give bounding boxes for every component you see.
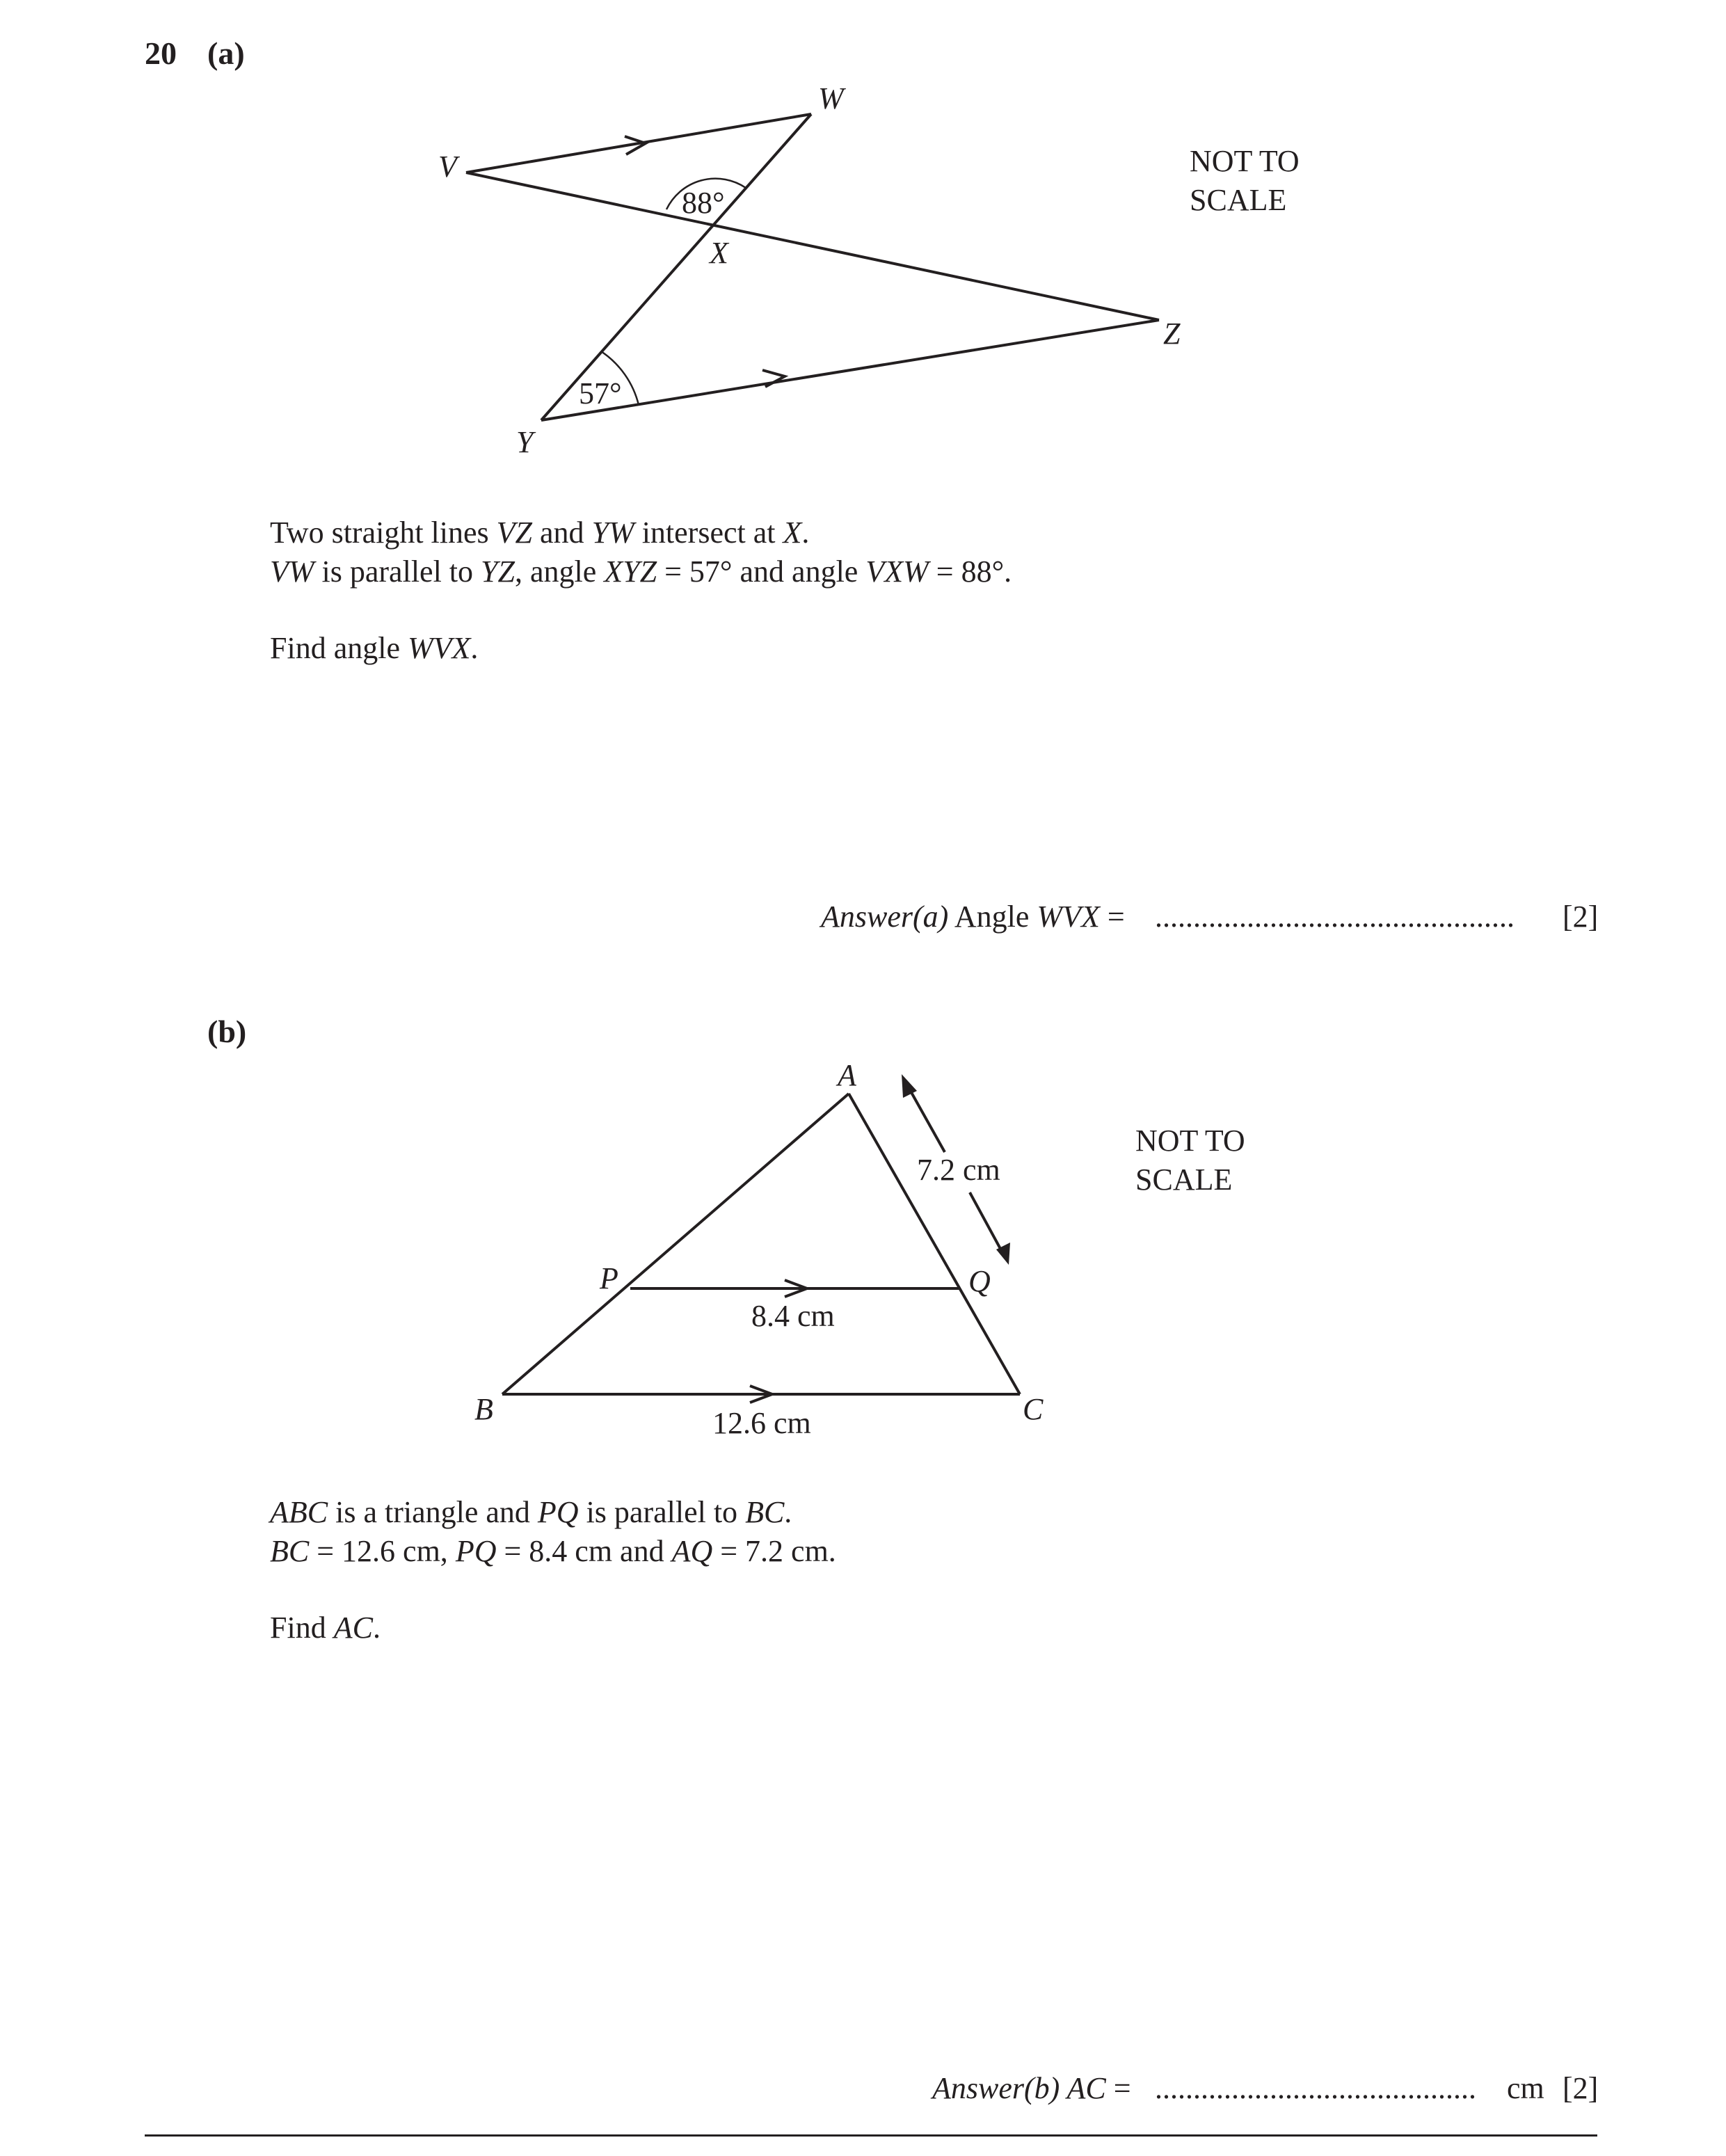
point-label-x: X	[710, 236, 728, 270]
part-a-statement-line1	[270, 515, 809, 550]
line-ac	[849, 1094, 1020, 1394]
part-a-statement-line2	[270, 554, 1012, 589]
question-number: 20	[145, 35, 177, 71]
answer-b-field[interactable]: ..........................................	[1155, 2071, 1476, 2105]
text-run: = 88°.	[928, 554, 1012, 589]
line-yw	[541, 114, 811, 420]
text-run: = 57° and angle	[657, 554, 866, 589]
point-label-b: B	[474, 1392, 493, 1426]
point-label-z: Z	[1163, 317, 1181, 351]
text-run: is a triangle and	[328, 1495, 538, 1529]
text-run: PQ	[455, 1534, 497, 1568]
point-label-y: Y	[516, 425, 534, 459]
length-label-aq: 7.2 cm	[917, 1153, 1000, 1187]
answer-a-line	[821, 899, 1133, 934]
answer-a-field[interactable]: ...............................................	[1155, 900, 1515, 934]
text-run: = 12.6 cm,	[309, 1534, 456, 1568]
text-run: = 8.4 cm and	[496, 1534, 672, 1568]
text-run: WVX	[407, 631, 471, 665]
page-bottom-rule	[145, 2134, 1597, 2137]
text-run: Find angle	[270, 631, 408, 665]
answer-b-line	[932, 2070, 1139, 2106]
text-run: VZ	[496, 516, 533, 550]
text-run: Find	[270, 1611, 334, 1645]
answer-b-prefix: Answer(b)	[932, 2071, 1060, 2105]
length-label-bc: 12.6 cm	[712, 1406, 811, 1440]
point-label-a: A	[838, 1058, 856, 1092]
answer-b-equals: =	[1105, 2071, 1139, 2105]
text-run: X	[783, 516, 802, 550]
not-to-scale-b-line1: NOT TO	[1135, 1124, 1245, 1158]
answer-a-prefix-plain: Angle	[948, 900, 1037, 934]
dimension-arrowhead-top	[902, 1074, 917, 1098]
text-run: , angle	[514, 554, 605, 589]
dimension-line-aq-lower	[970, 1192, 1005, 1256]
text-run: YW	[591, 516, 634, 550]
point-label-q: Q	[968, 1264, 991, 1298]
answer-a-marks: [2]	[1563, 900, 1599, 934]
answer-a-prefix: Answer(a)	[821, 900, 949, 934]
text-run: ABC	[270, 1495, 328, 1529]
text-run: VXW	[865, 554, 929, 589]
line-vz	[466, 173, 1159, 320]
text-run: is parallel to	[578, 1495, 746, 1529]
answer-a-variable: WVX	[1037, 900, 1100, 934]
answer-a-equals: =	[1099, 900, 1133, 934]
text-run: .	[372, 1611, 381, 1645]
text-run: .	[784, 1495, 792, 1529]
point-label-w: W	[818, 81, 844, 115]
answer-b-marks: [2]	[1563, 2071, 1599, 2105]
not-to-scale-b	[1135, 1121, 1245, 1199]
part-b-label: (b)	[207, 1014, 247, 1049]
text-run: is parallel to	[314, 554, 481, 589]
line-vw	[466, 114, 811, 173]
point-label-p: P	[600, 1261, 618, 1295]
text-run: Two straight lines	[270, 516, 497, 550]
answer-b-unit: cm	[1507, 2071, 1544, 2105]
text-run: = 7.2 cm.	[712, 1534, 836, 1568]
not-to-scale-a-line2: SCALE	[1190, 183, 1287, 217]
text-run: BC	[745, 1495, 785, 1529]
text-run: AQ	[671, 1534, 713, 1568]
text-run: BC	[270, 1534, 310, 1568]
angle-label-xyz: 57°	[579, 376, 622, 410]
part-b-statement-line2	[270, 1533, 836, 1569]
part-a-instruction	[270, 630, 478, 666]
part-b-statement-line1	[270, 1494, 792, 1530]
point-label-c: C	[1023, 1392, 1044, 1426]
not-to-scale-b-line2: SCALE	[1135, 1163, 1233, 1197]
text-run: YZ	[481, 554, 515, 589]
text-run: AC	[333, 1611, 373, 1645]
line-ab	[502, 1094, 849, 1394]
text-run: VW	[270, 554, 314, 589]
part-a-label: (a)	[207, 35, 245, 71]
text-run: and	[532, 516, 592, 550]
text-run: intersect at	[634, 516, 783, 550]
text-run: PQ	[537, 1495, 579, 1529]
text-run: XYZ	[604, 554, 657, 589]
part-b-instruction	[270, 1610, 381, 1645]
not-to-scale-a	[1190, 142, 1300, 220]
text-run: .	[801, 516, 810, 550]
line-yz	[541, 320, 1159, 420]
length-label-pq: 8.4 cm	[751, 1299, 835, 1333]
answer-b-variable: AC	[1060, 2071, 1106, 2105]
point-label-v: V	[438, 150, 457, 184]
angle-label-vxw: 88°	[682, 186, 725, 220]
not-to-scale-a-line1: NOT TO	[1190, 144, 1300, 178]
text-run: .	[470, 631, 479, 665]
